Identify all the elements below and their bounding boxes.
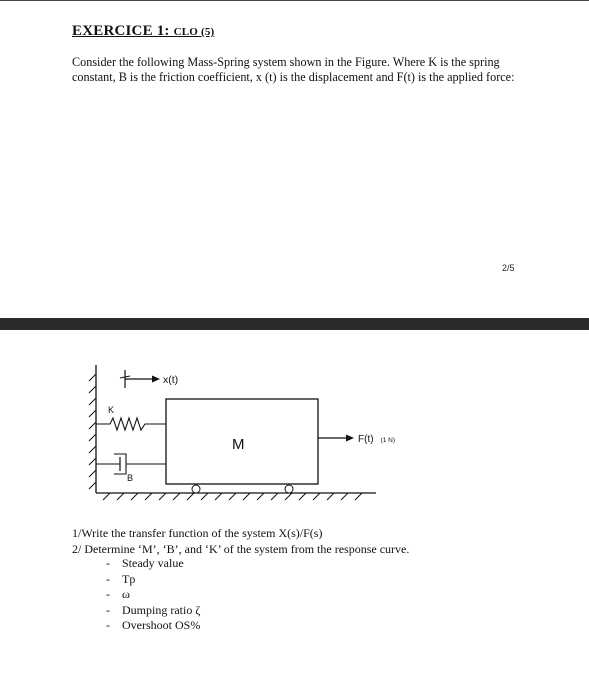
label-x: x(t) xyxy=(163,374,179,386)
label-force-value: (1 N) xyxy=(380,437,395,444)
clo-label: CLO (5) xyxy=(173,26,215,38)
wall-hatching xyxy=(89,374,96,489)
list-item xyxy=(106,556,200,572)
page-number: 2/5 xyxy=(502,263,515,273)
list-item xyxy=(106,603,200,619)
exercise-title xyxy=(72,23,214,40)
force-arrow-head xyxy=(346,435,354,442)
label-force: F(t) xyxy=(358,434,374,445)
intro-paragraph: Consider the following Mass-Spring system shown in the Figure. Where K is the spring constant, B is the friction coefficient, x (t) is the displacement and F(t) is the applied force: xyxy=(72,55,515,84)
determine-list xyxy=(106,556,200,634)
list-item-text: ω xyxy=(122,587,130,601)
list-dash: - xyxy=(106,602,110,617)
list-item-text: Tp xyxy=(122,571,136,586)
list-item xyxy=(106,572,200,588)
list-item-text: Overshoot OS% xyxy=(122,618,201,632)
list-dash: - xyxy=(106,618,110,632)
ground-hatching xyxy=(103,493,362,500)
x-arrow-head xyxy=(152,376,160,383)
list-item-text: Steady value xyxy=(122,556,184,570)
exercise-title-text: EXERCICE 1: xyxy=(72,23,174,39)
page-divider xyxy=(0,318,589,330)
list-item-text: Dumping ratio ζ xyxy=(122,602,201,617)
page-top xyxy=(0,0,589,319)
wheel-left xyxy=(192,485,200,493)
list-dash: - xyxy=(106,556,110,570)
spring xyxy=(96,418,166,430)
mass-spring-figure xyxy=(80,360,395,510)
list-dash: - xyxy=(106,587,110,601)
question-1: 1/Write the transfer function of the system X(s)/F(s) xyxy=(72,526,323,540)
list-dash: - xyxy=(106,571,110,586)
list-item xyxy=(106,618,200,634)
list-item xyxy=(106,587,200,603)
page-bottom xyxy=(0,330,589,700)
question-2: 2/ Determine ‘M’, ‘B’, and ‘K’ of the system from the response curve. xyxy=(72,542,410,556)
wheel-right xyxy=(285,485,293,493)
label-b: B xyxy=(127,473,134,483)
label-k: K xyxy=(108,405,115,415)
label-m: M xyxy=(232,436,245,453)
